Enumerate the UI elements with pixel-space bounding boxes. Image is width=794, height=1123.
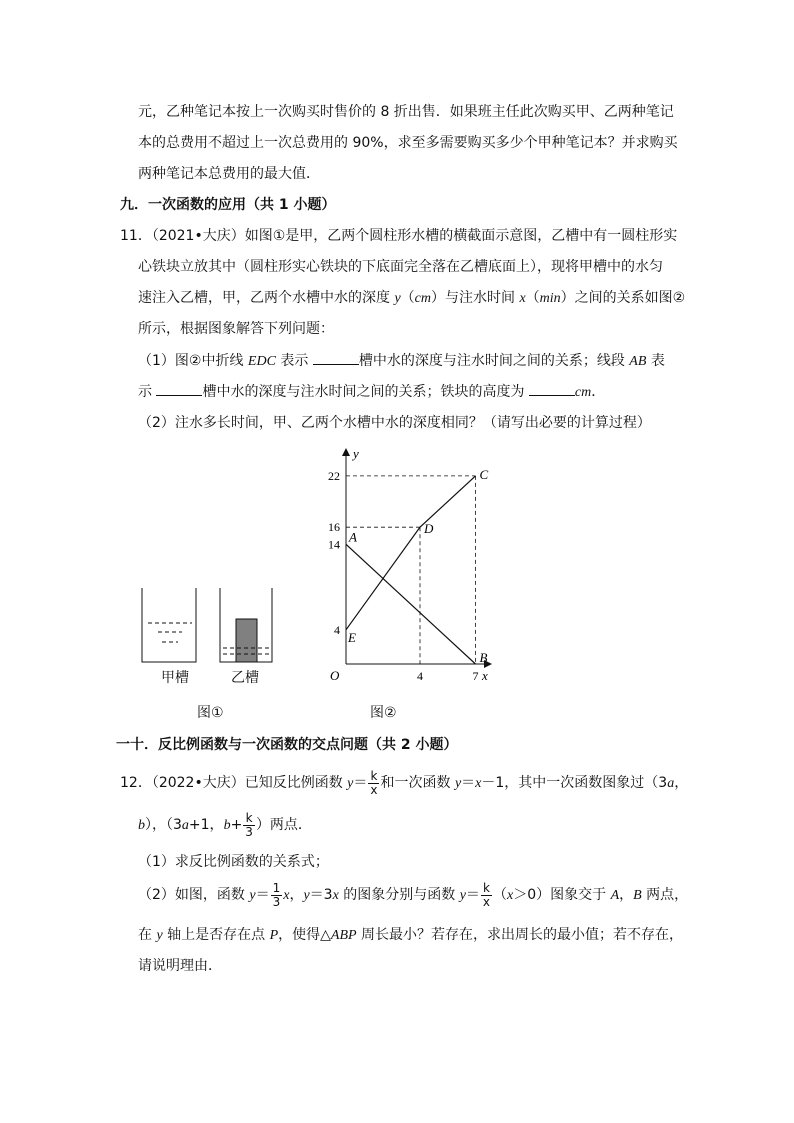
text-frag: 表示 — [275, 353, 313, 369]
point-label-e: E — [348, 629, 356, 645]
text-frag: 周长最小？若存在，求出周长的最小值；若不存在， — [356, 927, 684, 943]
answer-blank-3[interactable] — [529, 381, 575, 396]
var-ab: AB — [629, 354, 647, 369]
frac-num: k — [481, 882, 492, 896]
frac-den: x — [370, 782, 378, 797]
var-x: x — [475, 776, 482, 791]
point-label-c: C — [479, 466, 489, 482]
text-frag: 槽中水的深度与注水时间之间的关系；铁块的高度为 — [202, 384, 529, 400]
var-y: y — [459, 888, 466, 903]
var-a: a — [181, 818, 189, 833]
tank-jia — [142, 588, 196, 662]
figure-2-graph — [310, 440, 510, 690]
guide-lines — [346, 476, 476, 664]
x-axis-label: x — [482, 668, 488, 683]
var-x: x — [332, 888, 339, 903]
q11-part-1-line-1 — [138, 350, 665, 372]
x-tick-label: 7 — [472, 669, 479, 683]
frac-den: x — [482, 894, 491, 909]
prev-line-1: 元，乙种笔记本按上一次购买时售价的 8 折出售．如果班主任此次购买甲、乙两种笔记 — [138, 104, 674, 120]
tank-jia-label: 甲槽 — [161, 670, 189, 686]
figure-2-caption: 图② — [370, 705, 397, 721]
text-frag: 速注入乙槽，甲，乙两个水槽中水的深度 — [138, 290, 395, 306]
var-y: y — [347, 776, 354, 791]
q11-line-2: 心铁块立放其中（圆柱形实心铁块的下底面完全落在乙槽底面上），现将甲槽中的水匀 — [138, 259, 663, 275]
point-label-b: B — [479, 650, 488, 665]
text-frag: （1）图②中折线 — [138, 353, 248, 369]
frac-den: 3 — [272, 894, 281, 909]
text-frag: （ — [493, 887, 508, 903]
var-y: y — [394, 291, 401, 306]
text-frag: ＝ — [465, 887, 480, 903]
point-label-a: A — [349, 529, 357, 545]
text-frag: ＝ — [461, 775, 476, 791]
text-frag: ）两点． — [255, 817, 312, 833]
text-frag: （2）如图，函数 — [138, 887, 250, 903]
fraction-k-over-x — [481, 882, 492, 909]
text-frag: 示 — [138, 384, 157, 400]
q11-line-1: 11．（2021•大庆）如图①是甲，乙两个圆柱形水槽的横截面示意图，乙槽中有一圆柱形实 — [120, 228, 678, 244]
text-frag: ＝ — [255, 887, 270, 903]
point-b: B — [633, 888, 642, 903]
text-frag: ． — [591, 384, 606, 400]
text-frag: 槽中水的深度与注水时间之间的关系；线段 — [358, 353, 630, 369]
q11-line-3 — [138, 288, 685, 309]
q12-part-2-line-3: 请说明理由． — [138, 958, 222, 974]
point-p: P — [269, 928, 279, 943]
point-a: A — [610, 888, 620, 903]
q12-part-2-line-1 — [138, 880, 688, 910]
prev-line-2: 本的总费用不超过上一次总费用的 90%，求至多需要购买多少个甲种笔记本？并求购买 — [138, 135, 678, 151]
q11-part-1-line-2 — [138, 381, 605, 403]
q11-part-2: （2）注水多长时间，甲、乙两个水槽中水的深度相同？（请写出必要的计算过程） — [138, 415, 651, 431]
text-frag: 表 — [646, 353, 665, 369]
frac-num: 1 — [272, 880, 281, 895]
series-lines — [346, 476, 476, 664]
text-frag: 的图象分别与函数 — [338, 887, 460, 903]
text-frag: ， — [289, 887, 304, 903]
text-frag: 在 — [138, 927, 157, 943]
text-frag: （ — [400, 290, 415, 306]
frac-num: k — [243, 812, 255, 826]
text-frag: ＝ — [353, 775, 368, 791]
answer-blank-2[interactable] — [156, 381, 202, 396]
fraction-k-over-3 — [243, 812, 255, 839]
q12-part-1: （1）求反比例函数的关系式； — [138, 854, 329, 870]
tank-yi-label: 乙槽 — [231, 670, 259, 686]
figure-1-caption: 图① — [197, 705, 224, 721]
var-y: y — [454, 776, 462, 791]
q12-part-2-line-2 — [138, 925, 683, 946]
y-tick-label: 22 — [328, 468, 340, 483]
prev-line-3: 两种笔记本总费用的最大值． — [138, 166, 320, 182]
point-labels — [347, 467, 489, 665]
text-frag: （ — [525, 290, 540, 306]
q12-line-2 — [138, 810, 312, 840]
text-frag: 12．（2022•大庆）已知反比例函数 — [120, 775, 348, 791]
unit-cm: cm — [574, 385, 592, 400]
text-frag: + — [230, 817, 243, 833]
text-frag: 和一次函数 — [380, 775, 455, 791]
var-x: x — [283, 888, 290, 903]
var-edc: EDC — [247, 354, 276, 369]
series-line-edc — [346, 476, 476, 630]
tick-labels — [328, 469, 479, 683]
text-frag: 两点， — [641, 887, 689, 903]
section-9-title: 九．一次函数的应用（共 1 小题） — [120, 197, 336, 213]
fraction-1-over-3 — [271, 882, 283, 909]
q11-line-4: 所示，根据图象解答下列问题： — [138, 321, 334, 337]
text-frag: ， — [674, 775, 689, 791]
var-y: y — [156, 928, 163, 943]
y-tick-label: 4 — [334, 622, 340, 637]
triangle-abp: ABP — [330, 928, 357, 943]
unit-min: min — [539, 291, 561, 306]
var-x: x — [507, 888, 514, 903]
var-x: x — [519, 291, 526, 306]
fraction-k-over-x — [368, 770, 379, 797]
answer-blank-1[interactable] — [313, 350, 359, 365]
figure-1-tanks — [130, 580, 290, 700]
q12-line-1 — [120, 768, 688, 798]
text-frag: ）与注水时间 — [431, 290, 520, 306]
text-frag: ＝3 — [309, 887, 333, 903]
origin-label: O — [330, 668, 340, 683]
frac-num: k — [368, 770, 379, 784]
var-y: y — [303, 888, 310, 903]
y-tick-label: 16 — [328, 520, 340, 535]
y-axis-label: y — [353, 446, 359, 461]
text-frag: ＞0）图象交于 — [513, 887, 611, 903]
unit-cm: cm — [414, 291, 431, 306]
text-frag: ）之间的关系如图② — [560, 290, 686, 306]
text-frag: ），（3 — [145, 817, 182, 833]
tank-yi — [220, 588, 272, 662]
section-10-title: 一十．反比例函数与一次函数的交点问题（共 2 小题） — [116, 737, 458, 753]
var-b: b — [223, 818, 231, 833]
text-frag: ， — [619, 887, 634, 903]
text-frag: +1， — [188, 817, 224, 833]
x-tick-label: 4 — [417, 669, 423, 683]
y-tick-label: 14 — [328, 537, 340, 552]
point-label-d: D — [424, 521, 434, 537]
text-frag: ，使得△ — [278, 927, 331, 943]
series-line-ab — [346, 544, 476, 664]
frac-den: 3 — [245, 824, 253, 839]
var-y: y — [249, 888, 256, 903]
text-frag: 轴上是否存在点 — [162, 927, 270, 943]
var-b: b — [138, 818, 145, 833]
text-frag: －1，其中一次函数图象过（3 — [481, 775, 668, 791]
var-a: a — [667, 776, 675, 791]
